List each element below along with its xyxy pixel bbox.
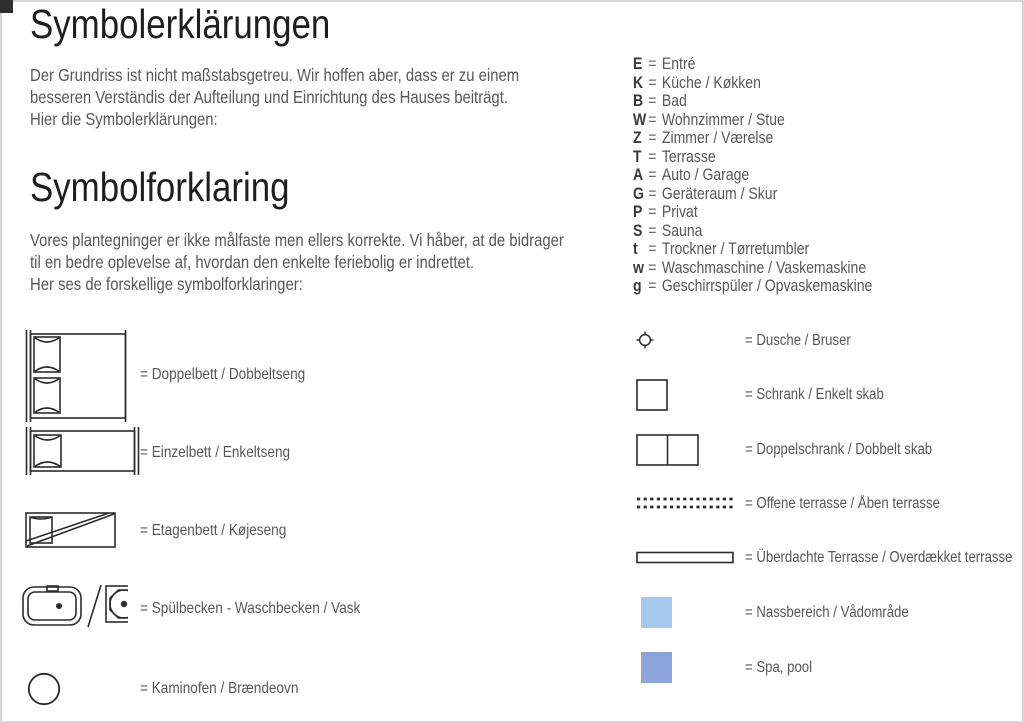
abbrev-row [633, 55, 695, 74]
abbrev-letter: w [633, 259, 644, 277]
equals-sign: = [648, 74, 657, 92]
abbrev-letter: K [633, 74, 644, 92]
equals-sign: = [648, 148, 657, 166]
equals-sign: = [648, 259, 657, 277]
bunk-bed-icon [25, 511, 117, 549]
abbrev-letter: T [633, 148, 642, 166]
abbrev-row [633, 203, 698, 222]
equals-sign: = [648, 129, 657, 147]
abbrev-letter: G [633, 185, 644, 203]
intro-german-line-2: besseren Verständis der Aufteilung und Einrichtung des Hauses beiträgt. [30, 87, 508, 107]
abbrev-letter: B [633, 92, 644, 110]
abbrev-letter: g [633, 277, 642, 295]
intro-german [30, 64, 605, 130]
abbrev-text: Wohnzimmer / Stue [661, 111, 785, 129]
abbrev-text: Sauna [661, 222, 703, 240]
equals-sign: = [648, 203, 657, 221]
page-title-danish-text: Symbolforklaring [30, 164, 290, 210]
double-bed-icon [25, 330, 128, 422]
intro-danish-line-3: Her ses de forskellige symbolforklaringer: [30, 274, 303, 294]
abbrev-row [633, 111, 785, 130]
abbrev-letter: W [633, 111, 647, 129]
abbrev-row [633, 222, 702, 241]
abbrev-letter: E [633, 55, 643, 73]
abbrev-text: Trockner / Tørretumbler [661, 240, 810, 258]
spa-pool-swatch [641, 652, 672, 683]
legend-label-cabinet: = Schrank / Enkelt skab [745, 386, 884, 403]
abbrev-row [633, 129, 773, 148]
equals-sign: = [648, 185, 657, 203]
page-title-german [30, 2, 383, 46]
abbrev-text: Küche / Køkken [661, 74, 761, 92]
single-cabinet-icon [636, 379, 668, 411]
equals-sign: = [648, 166, 657, 184]
single-bed-icon [25, 427, 140, 475]
equals-sign: = [648, 277, 657, 295]
legend-label-sink: = Spülbecken - Waschbecken / Vask [140, 600, 361, 617]
legend-label-covered-terrace: = Überdachte Terrasse / Overdækket terrasse [745, 549, 1013, 566]
wet-area-swatch [641, 597, 672, 628]
intro-german-line-3: Hier die Symbolerklärungen: [30, 109, 218, 129]
abbrev-text: Auto / Garage [661, 166, 750, 184]
abbrev-row [633, 148, 716, 167]
legend-label-double-bed: = Doppelbett / Dobbeltseng [140, 366, 306, 383]
abbrev-letter: t [633, 240, 638, 258]
abbrev-letter: Z [633, 129, 642, 147]
equals-sign: = [648, 92, 657, 110]
abbrev-text: Geschirrspüler / Opvaskemaskine [661, 277, 873, 295]
abbrev-letter: P [633, 203, 643, 221]
abbrev-letter: S [633, 222, 643, 240]
abbrev-row [633, 185, 777, 204]
covered-terrace-icon [636, 551, 734, 564]
legend-label-stove: = Kaminofen / Brændeovn [140, 680, 299, 697]
abbrev-text: Entré [661, 55, 696, 73]
shower-drain-icon [636, 331, 654, 349]
legend-label-shower: = Dusche / Bruser [745, 332, 851, 349]
page-title-danish [30, 165, 335, 209]
abbrev-text: Terrasse [661, 148, 716, 166]
page-corner-artifact [0, 0, 13, 13]
equals-sign: = [648, 55, 657, 73]
sink-washbasin-icon [22, 581, 128, 631]
abbrev-text: Waschmaschine / Vaskemaskine [661, 259, 867, 277]
abbrev-letter: A [633, 166, 644, 184]
open-terrace-icon [636, 496, 734, 511]
page-title-german-text: Symbolerklärungen [30, 1, 331, 47]
abbrev-text: Privat [661, 203, 698, 221]
abbrev-row [633, 259, 866, 278]
abbrev-text: Bad [661, 92, 687, 110]
double-cabinet-icon [636, 434, 699, 466]
legend-label-bunk-bed: = Etagenbett / Køjeseng [140, 522, 287, 539]
wood-stove-icon [27, 672, 61, 706]
equals-sign: = [648, 111, 657, 129]
intro-danish-line-2: til en bedre oplevelse af, hvordan den enkelte feriebolig er indrettet. [30, 252, 475, 272]
abbrev-row [633, 74, 761, 93]
abbrev-row [633, 277, 872, 296]
legend-label-wet-area: = Nassbereich / Vådområde [745, 604, 909, 621]
equals-sign: = [648, 222, 657, 240]
abbrev-row [633, 240, 809, 259]
abbrev-text: Geräteraum / Skur [661, 185, 778, 203]
abbrev-row [633, 92, 687, 111]
legend-label-open-terrace: = Offene terrasse / Åben terrasse [745, 495, 940, 512]
intro-german-line-1: Der Grundriss ist nicht maßstabsgetreu. Wir hoffen aber, dass er zu einem [30, 65, 520, 85]
abbrev-row [633, 166, 749, 185]
legend-label-spa-pool: = Spa, pool [745, 659, 813, 676]
legend-label-single-bed: = Einzelbett / Enkeltseng [140, 444, 291, 461]
intro-danish-line-1: Vores plantegninger er ikke målfaste men ellers korrekte. Vi håber, at de bidrager [30, 230, 564, 250]
intro-danish [30, 229, 658, 295]
equals-sign: = [648, 240, 657, 258]
legend-label-double-cabinet: = Doppelschrank / Dobbelt skab [745, 441, 933, 458]
abbrev-text: Zimmer / Værelse [661, 129, 774, 147]
